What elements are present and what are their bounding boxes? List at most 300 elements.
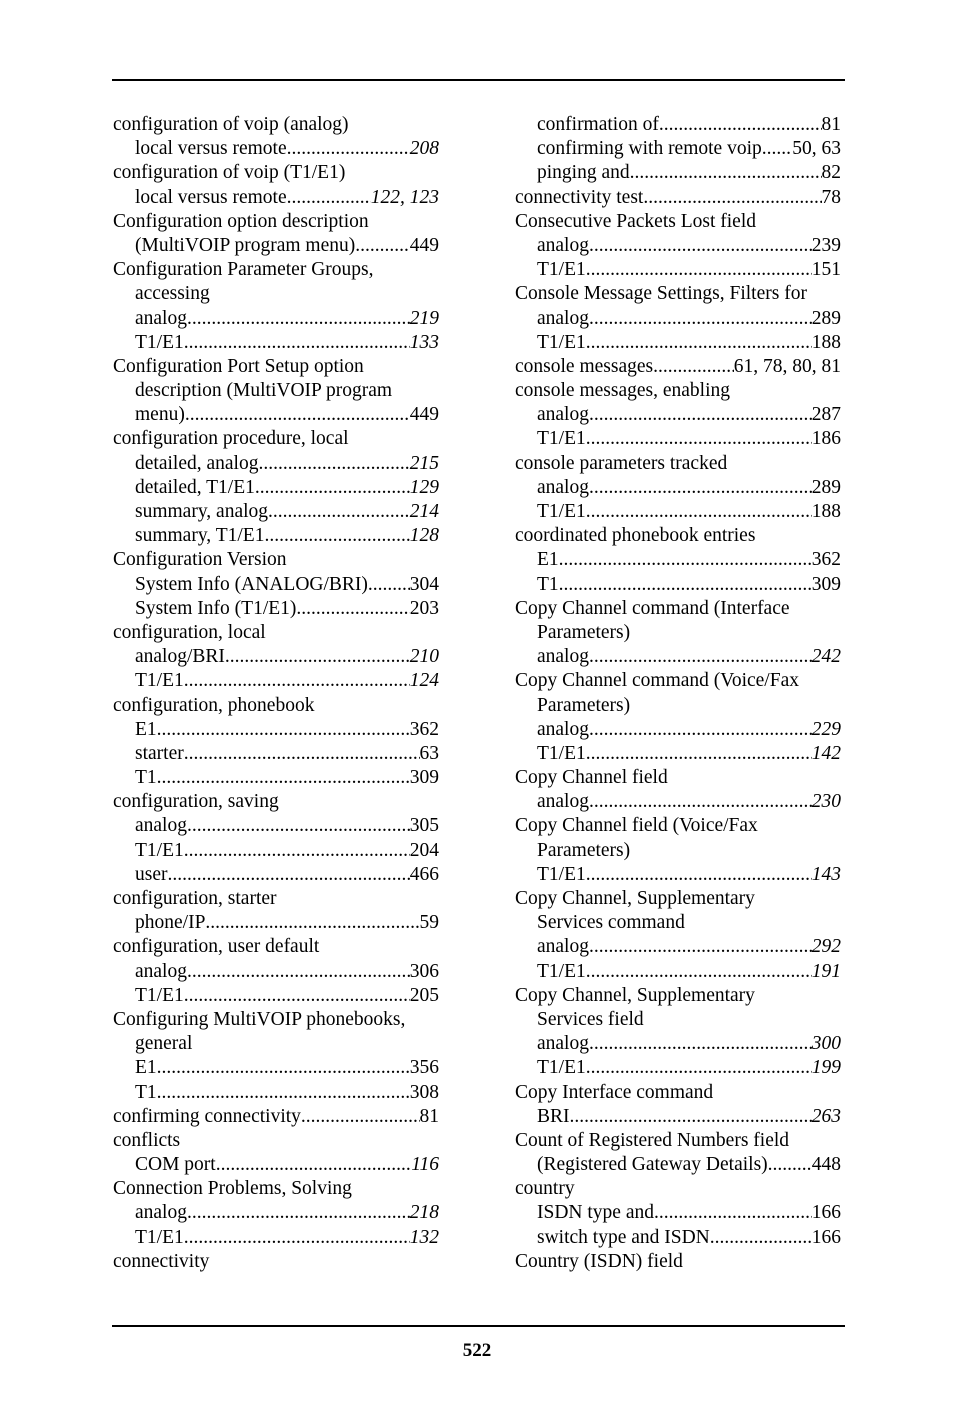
dot-leader xyxy=(710,1226,812,1250)
entry-text: country xyxy=(515,1178,575,1200)
page-reference: 219 xyxy=(409,307,439,329)
page-reference: 214 xyxy=(409,501,439,522)
page-reference: 166 xyxy=(811,1202,841,1224)
page-reference: 292 xyxy=(811,936,841,958)
page-reference: 81 xyxy=(419,1105,439,1127)
dot-leader xyxy=(187,960,410,984)
index-subentry xyxy=(113,403,439,427)
entry-text: T1/E1 xyxy=(135,839,184,861)
entry-text: T1/E1 xyxy=(537,1057,586,1079)
dot-leader xyxy=(184,984,410,1008)
dot-leader xyxy=(355,234,410,258)
index-entry xyxy=(515,1081,841,1105)
index-subentry xyxy=(113,573,439,597)
index-entry xyxy=(515,1250,841,1274)
dot-leader xyxy=(187,307,410,331)
entry-text: confirming connectivity xyxy=(113,1105,301,1127)
entry-text: coordinated phonebook entries xyxy=(515,525,756,547)
entry-text: T1/E1 xyxy=(135,331,184,353)
dot-leader xyxy=(589,645,812,669)
page-reference: 142 xyxy=(811,742,841,764)
dot-leader xyxy=(559,573,812,597)
entry-text: BRI xyxy=(537,1105,570,1127)
entry-text: E1 xyxy=(135,1057,157,1079)
entry-text: System Info (ANALOG/BRI) xyxy=(135,573,368,595)
page-reference: 133 xyxy=(409,331,439,353)
entry-text: T1/E1 xyxy=(135,670,184,692)
entry-text: T1/E1 xyxy=(537,742,586,764)
index-entry xyxy=(113,621,439,645)
index-subentry xyxy=(515,548,841,572)
entry-text: Configuration Port Setup option xyxy=(113,355,364,377)
entry-text: menu) xyxy=(135,404,185,426)
dot-leader xyxy=(184,1226,410,1250)
dot-leader xyxy=(287,186,371,210)
dot-leader xyxy=(586,863,812,887)
page-reference: 124 xyxy=(409,670,439,692)
index-subentry xyxy=(113,669,439,693)
entry-text: configuration, phonebook xyxy=(113,694,315,716)
page-number: 522 xyxy=(462,1340,492,1361)
page-reference: 448 xyxy=(811,1154,841,1176)
index-entry xyxy=(113,694,439,718)
dot-leader xyxy=(762,137,793,161)
dot-leader xyxy=(659,113,822,137)
index-entry xyxy=(113,1008,439,1032)
index-subentry xyxy=(515,935,841,959)
page-reference: 309 xyxy=(811,573,841,595)
entry-text: configuration procedure, local xyxy=(113,428,349,450)
index-entry xyxy=(113,1250,439,1274)
index-subentry xyxy=(113,307,439,331)
entry-text: local versus remote xyxy=(135,138,287,160)
index-subentry xyxy=(515,790,841,814)
dot-leader xyxy=(586,258,812,282)
dot-leader xyxy=(653,355,734,379)
page-reference: 63 xyxy=(419,742,439,764)
entry-text: analog xyxy=(537,1033,589,1055)
index-subentry xyxy=(113,282,439,306)
entry-text: local versus remote xyxy=(135,186,287,208)
index-entry xyxy=(113,548,439,572)
index-column-right xyxy=(515,113,841,1274)
index-subentry xyxy=(515,234,841,258)
page-reference: 59 xyxy=(419,912,439,934)
entry-text: analog/BRI xyxy=(135,646,225,668)
index-entry xyxy=(113,1105,439,1129)
index-subentry xyxy=(113,500,439,524)
page-reference: 306 xyxy=(409,960,439,982)
entry-text: summary, T1/E1 xyxy=(135,525,265,547)
index-subentry xyxy=(113,1032,439,1056)
dot-leader xyxy=(559,548,812,572)
index-subentry xyxy=(113,718,439,742)
entry-text: T1/E1 xyxy=(537,863,586,885)
index-subentry xyxy=(113,984,439,1008)
entry-text: console parameters tracked xyxy=(515,452,728,474)
entry-text: Services command xyxy=(537,912,685,934)
entry-text: switch type and ISDN xyxy=(537,1226,710,1248)
entry-text: pinging and xyxy=(537,162,630,184)
index-subentry xyxy=(515,331,841,355)
entry-text: T1/E1 xyxy=(135,984,184,1006)
page-reference: 289 xyxy=(811,476,841,498)
entry-text: Country (ISDN) field xyxy=(515,1250,683,1272)
dot-leader xyxy=(187,814,410,838)
entry-text: analog xyxy=(135,815,187,837)
dot-leader xyxy=(570,1105,812,1129)
entry-text: summary, analog xyxy=(135,501,269,522)
entry-text: Copy Channel, Supplementary xyxy=(515,888,755,909)
page-reference: 466 xyxy=(409,863,439,885)
page-reference: 188 xyxy=(811,331,841,353)
page-reference: 116 xyxy=(411,1154,439,1176)
index-subentry xyxy=(515,1153,841,1177)
index-entry xyxy=(515,524,841,548)
dot-leader xyxy=(264,524,409,548)
index-subentry xyxy=(515,742,841,766)
index-subentry xyxy=(113,645,439,669)
entry-text: Copy Channel field (Voice/Fax xyxy=(515,815,758,837)
dot-leader xyxy=(157,1081,410,1105)
index-subentry xyxy=(515,839,841,863)
index-subentry xyxy=(113,234,439,258)
index-subentry xyxy=(113,960,439,984)
page-reference: 129 xyxy=(409,476,439,498)
dot-leader xyxy=(768,1153,812,1177)
index-subentry xyxy=(515,1105,841,1129)
page-reference: 362 xyxy=(409,718,439,740)
dot-leader xyxy=(184,331,410,355)
index-entry xyxy=(515,379,841,403)
entry-text: analog xyxy=(537,936,589,958)
index-entry xyxy=(515,814,841,838)
entry-text: Configuration Parameter Groups, xyxy=(113,259,374,281)
dot-leader xyxy=(225,645,410,669)
entry-text: T1 xyxy=(135,767,157,789)
entry-text: connectivity test xyxy=(515,186,644,208)
dot-leader xyxy=(184,839,410,863)
page-reference: 166 xyxy=(811,1226,841,1248)
index-subentry xyxy=(113,186,439,210)
page-reference: 449 xyxy=(409,234,439,256)
index-subentry xyxy=(113,476,439,500)
entry-text: general xyxy=(135,1033,193,1055)
index-entry xyxy=(113,258,439,282)
dot-leader xyxy=(205,911,419,935)
header-rule xyxy=(112,79,845,81)
index-entry xyxy=(515,669,841,693)
entry-text: Copy Channel, Supplementary xyxy=(515,984,755,1006)
index-subentry xyxy=(113,331,439,355)
page-reference: 61, 78, 80, 81 xyxy=(733,355,841,377)
entry-text: analog xyxy=(537,476,589,498)
entry-text: (MultiVOIP program menu) xyxy=(135,234,356,256)
index-subentry xyxy=(515,573,841,597)
index-subentry xyxy=(113,452,439,476)
entry-text: starter xyxy=(135,742,184,764)
index-subentry xyxy=(515,1226,841,1250)
entry-text: detailed, analog xyxy=(135,452,259,474)
index-entry xyxy=(113,161,439,185)
index-subentry xyxy=(515,427,841,451)
entry-text: analog xyxy=(135,307,187,329)
index-entry xyxy=(515,186,841,210)
page-reference: 132 xyxy=(409,1226,439,1248)
entry-text: configuration of voip (analog) xyxy=(113,114,349,135)
index-subentry xyxy=(515,500,841,524)
entry-text: (Registered Gateway Details) xyxy=(537,1154,768,1176)
entry-text: T1/E1 xyxy=(537,428,586,450)
entry-text: Configuration option description xyxy=(113,210,369,232)
index-subentry xyxy=(515,1201,841,1225)
entry-text: Services field xyxy=(537,1008,644,1030)
page-reference: 263 xyxy=(811,1105,841,1127)
dot-leader xyxy=(589,718,812,742)
entry-text: analog xyxy=(537,307,589,329)
entry-text: E1 xyxy=(135,718,157,740)
index-subentry xyxy=(113,839,439,863)
index-subentry xyxy=(515,1056,841,1080)
entry-text: analog xyxy=(537,234,589,256)
dot-leader xyxy=(287,137,410,161)
entry-text: Consecutive Packets Lost field xyxy=(515,210,756,232)
page-reference: 151 xyxy=(811,259,841,281)
entry-text: Parameters) xyxy=(537,621,631,643)
entry-text: confirming with remote voip xyxy=(537,138,762,160)
entry-text: conflicts xyxy=(113,1129,181,1151)
entry-text: T1 xyxy=(135,1081,157,1103)
entry-text: console messages xyxy=(515,355,654,377)
entry-text: configuration, user default xyxy=(113,936,320,958)
entry-text: Configuring MultiVOIP phonebooks, xyxy=(113,1008,406,1030)
entry-text: analog xyxy=(537,646,589,668)
index-subentry xyxy=(515,621,841,645)
entry-text: System Info (T1/E1) xyxy=(135,597,297,619)
entry-text: analog xyxy=(537,791,589,813)
index-subentry xyxy=(113,742,439,766)
index-subentry xyxy=(515,863,841,887)
index-subentry xyxy=(515,960,841,984)
index-subentry xyxy=(515,403,841,427)
entry-text: E1 xyxy=(537,549,559,571)
entry-text: Copy Channel command (Voice/Fax xyxy=(515,670,799,692)
dot-leader xyxy=(157,766,410,790)
page-reference: 203 xyxy=(409,597,439,619)
page-reference: 230 xyxy=(811,791,841,813)
page-reference: 78 xyxy=(821,186,841,208)
entry-text: confirmation of xyxy=(537,114,659,135)
page-reference: 300 xyxy=(811,1033,841,1055)
dot-leader xyxy=(157,718,410,742)
dot-leader xyxy=(368,573,410,597)
page-reference: 305 xyxy=(409,815,439,837)
entry-text: T1/E1 xyxy=(537,331,586,353)
entry-text: analog xyxy=(135,960,187,982)
index-entry xyxy=(113,887,439,911)
entry-text: phone/IP xyxy=(135,912,206,934)
entry-text: T1 xyxy=(537,573,559,595)
page-reference: 309 xyxy=(409,767,439,789)
entry-text: Copy Interface command xyxy=(515,1081,714,1103)
index-entry xyxy=(113,790,439,814)
page-reference: 218 xyxy=(409,1202,439,1224)
index-subentry xyxy=(113,1081,439,1105)
index-column-left xyxy=(113,113,439,1274)
entry-text: COM port xyxy=(135,1154,216,1176)
page-reference: 356 xyxy=(409,1057,439,1079)
index-subentry xyxy=(113,911,439,935)
dot-leader xyxy=(589,1032,812,1056)
entry-text: T1/E1 xyxy=(537,960,586,982)
index-entry xyxy=(113,355,439,379)
page-reference: 199 xyxy=(811,1057,841,1079)
index-entry xyxy=(515,597,841,621)
page-reference: 204 xyxy=(409,839,439,861)
entry-text: Connection Problems, Solving xyxy=(113,1178,352,1200)
dot-leader xyxy=(586,1056,812,1080)
index-subentry xyxy=(113,1056,439,1080)
index-subentry xyxy=(113,524,439,548)
index-subentry xyxy=(515,1032,841,1056)
entry-text: Copy Channel command (Interface xyxy=(515,597,790,619)
dot-leader xyxy=(185,403,410,427)
entry-text: T1/E1 xyxy=(537,501,586,522)
index-subentry xyxy=(113,863,439,887)
page-reference: 242 xyxy=(811,646,841,668)
entry-text: analog xyxy=(537,718,589,740)
index-entry xyxy=(515,355,841,379)
page-reference: 289 xyxy=(811,307,841,329)
dot-leader xyxy=(296,597,409,621)
entry-text: analog xyxy=(135,1202,187,1224)
index-subentry xyxy=(515,718,841,742)
page-reference: 82 xyxy=(821,162,841,184)
entry-text: accessing xyxy=(135,283,210,305)
index-subentry xyxy=(515,258,841,282)
page-reference: 205 xyxy=(409,984,439,1006)
page-reference: 191 xyxy=(811,960,841,982)
dot-leader xyxy=(586,500,812,524)
dot-leader xyxy=(589,234,812,258)
entry-text: connectivity xyxy=(113,1250,210,1272)
dot-leader xyxy=(589,403,812,427)
index-subentry xyxy=(515,1008,841,1032)
page-reference: 208 xyxy=(409,138,439,160)
index-subentry xyxy=(113,814,439,838)
dot-leader xyxy=(586,331,812,355)
index-entry xyxy=(515,1177,841,1201)
index-subentry xyxy=(515,645,841,669)
index-entry xyxy=(515,210,841,234)
footer-rule xyxy=(112,1325,845,1327)
index-entry xyxy=(515,766,841,790)
page-reference: 188 xyxy=(811,501,841,522)
index-entry xyxy=(515,887,841,911)
index-subentry xyxy=(515,113,841,137)
page-reference: 210 xyxy=(409,646,439,668)
dot-leader xyxy=(184,669,410,693)
page-reference: 143 xyxy=(811,863,841,885)
index-subentry xyxy=(113,1153,439,1177)
entry-text: Count of Registered Numbers field xyxy=(515,1129,790,1151)
entry-text: T1/E1 xyxy=(537,259,586,281)
dot-leader xyxy=(589,935,812,959)
dot-leader xyxy=(258,452,409,476)
dot-leader xyxy=(157,1056,410,1080)
entry-text: detailed, T1/E1 xyxy=(135,476,255,498)
entry-text: user xyxy=(135,863,168,885)
dot-leader xyxy=(255,476,410,500)
page-reference: 308 xyxy=(409,1081,439,1103)
entry-text: analog xyxy=(537,404,589,426)
index-subentry xyxy=(113,379,439,403)
dot-leader xyxy=(654,1201,812,1225)
index-subentry xyxy=(113,597,439,621)
dot-leader xyxy=(187,1201,410,1225)
dot-leader xyxy=(586,427,812,451)
entry-text: configuration, local xyxy=(113,621,266,643)
dot-leader xyxy=(268,500,410,524)
entry-text: description (MultiVOIP program xyxy=(135,380,393,402)
page-reference: 229 xyxy=(811,718,841,740)
entry-text: Parameters) xyxy=(537,694,631,716)
dot-leader xyxy=(184,742,420,766)
index-subentry xyxy=(515,137,841,161)
index-entry xyxy=(113,1177,439,1201)
dot-leader xyxy=(586,742,812,766)
index-entry xyxy=(515,452,841,476)
page-reference: 239 xyxy=(811,234,841,256)
index-entry xyxy=(515,1129,841,1153)
page-reference: 81 xyxy=(821,114,841,135)
dot-leader xyxy=(589,476,812,500)
page-reference: 287 xyxy=(811,404,841,426)
index-subentry xyxy=(515,161,841,185)
entry-text: Configuration Version xyxy=(113,549,287,571)
dot-leader xyxy=(168,863,410,887)
page-reference: 50, 63 xyxy=(792,138,841,160)
index-entry xyxy=(113,210,439,234)
index-subentry xyxy=(113,1201,439,1225)
dot-leader xyxy=(586,960,812,984)
entry-text: configuration, saving xyxy=(113,791,279,813)
index-entry xyxy=(515,282,841,306)
page-reference: 449 xyxy=(409,404,439,426)
index-entry xyxy=(113,427,439,451)
index-subentry xyxy=(113,137,439,161)
entry-text: console messages, enabling xyxy=(515,380,730,402)
index-entry xyxy=(113,1129,439,1153)
entry-text: configuration of voip (T1/E1) xyxy=(113,162,346,184)
index-subentry xyxy=(113,766,439,790)
page-reference: 304 xyxy=(409,573,439,595)
index-entry xyxy=(113,935,439,959)
entry-text: Copy Channel field xyxy=(515,767,668,789)
page-reference: 128 xyxy=(409,525,439,547)
dot-leader xyxy=(643,186,821,210)
entry-text: T1/E1 xyxy=(135,1226,184,1248)
index-subentry xyxy=(515,911,841,935)
entry-text: configuration, starter xyxy=(113,888,277,909)
index-entry xyxy=(515,984,841,1008)
dot-leader xyxy=(216,1153,411,1177)
entry-text: ISDN type and xyxy=(537,1202,654,1224)
page-reference: 215 xyxy=(409,452,439,474)
index-subentry xyxy=(515,307,841,331)
dot-leader xyxy=(589,790,812,814)
index-subentry xyxy=(515,476,841,500)
